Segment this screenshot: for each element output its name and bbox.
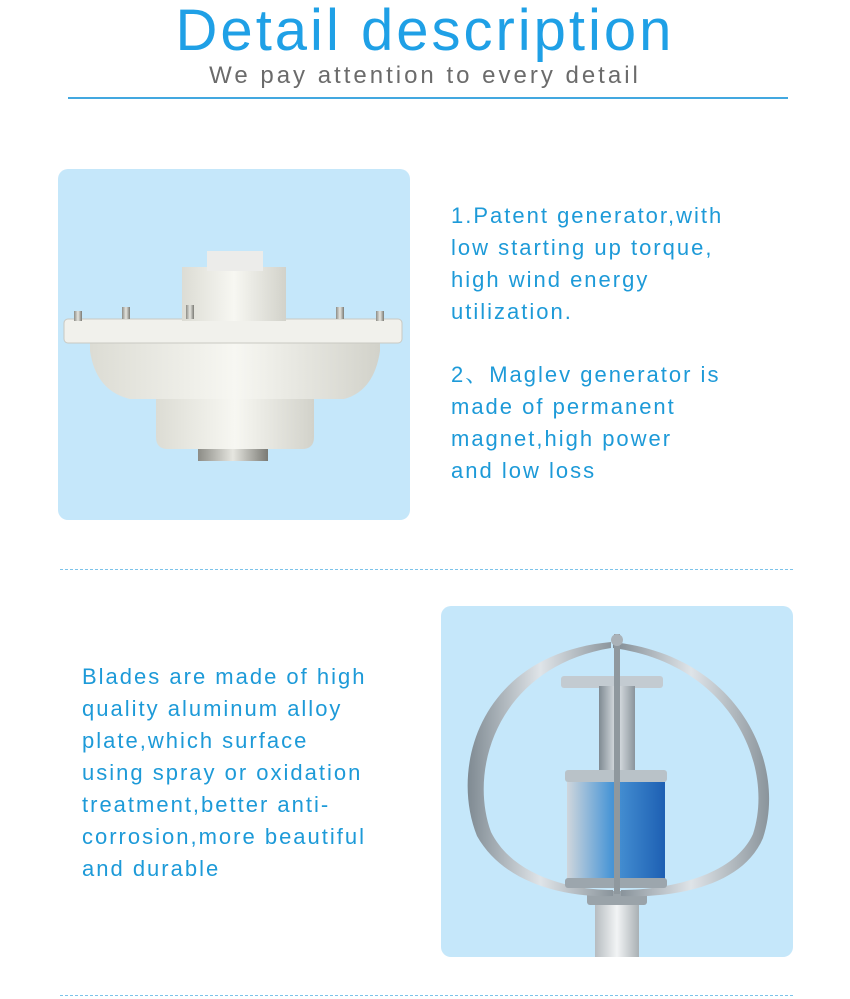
blade-line: plate,which surface [82, 728, 309, 753]
blade-line: corrosion,more beautiful [82, 824, 367, 849]
section-divider [60, 995, 793, 996]
feature1-line: 1.Patent generator,with [451, 203, 724, 228]
page-subtitle: We pay attention to every detail [209, 62, 641, 89]
feature1-line: low starting up torque, [451, 235, 714, 260]
wind-turbine-image [441, 606, 793, 957]
blade-line: quality aluminum alloy [82, 696, 343, 721]
blade-description-text [82, 661, 367, 885]
section-divider [60, 569, 793, 570]
header-divider [68, 97, 788, 99]
feature2-line: magnet,high power [451, 426, 673, 451]
blade-line: using spray or oxidation [82, 760, 363, 785]
feature2-line: and low loss [451, 458, 597, 483]
feature1-line: high wind energy [451, 267, 650, 292]
wind-turbine-image-panel [441, 606, 793, 957]
blade-line: treatment,better anti- [82, 792, 331, 817]
page-title: Detail description [175, 0, 675, 63]
blade-line: and durable [82, 856, 221, 881]
feature2-line: 2、Maglev generator is [451, 362, 721, 387]
paragraph-gap [451, 328, 723, 359]
feature2-line: made of permanent [451, 394, 676, 419]
generator-features-text [451, 200, 723, 487]
feature1-line: utilization. [451, 299, 573, 324]
generator-image-panel [58, 169, 410, 520]
generator-image [58, 169, 410, 520]
blade-line: Blades are made of high [82, 664, 367, 689]
